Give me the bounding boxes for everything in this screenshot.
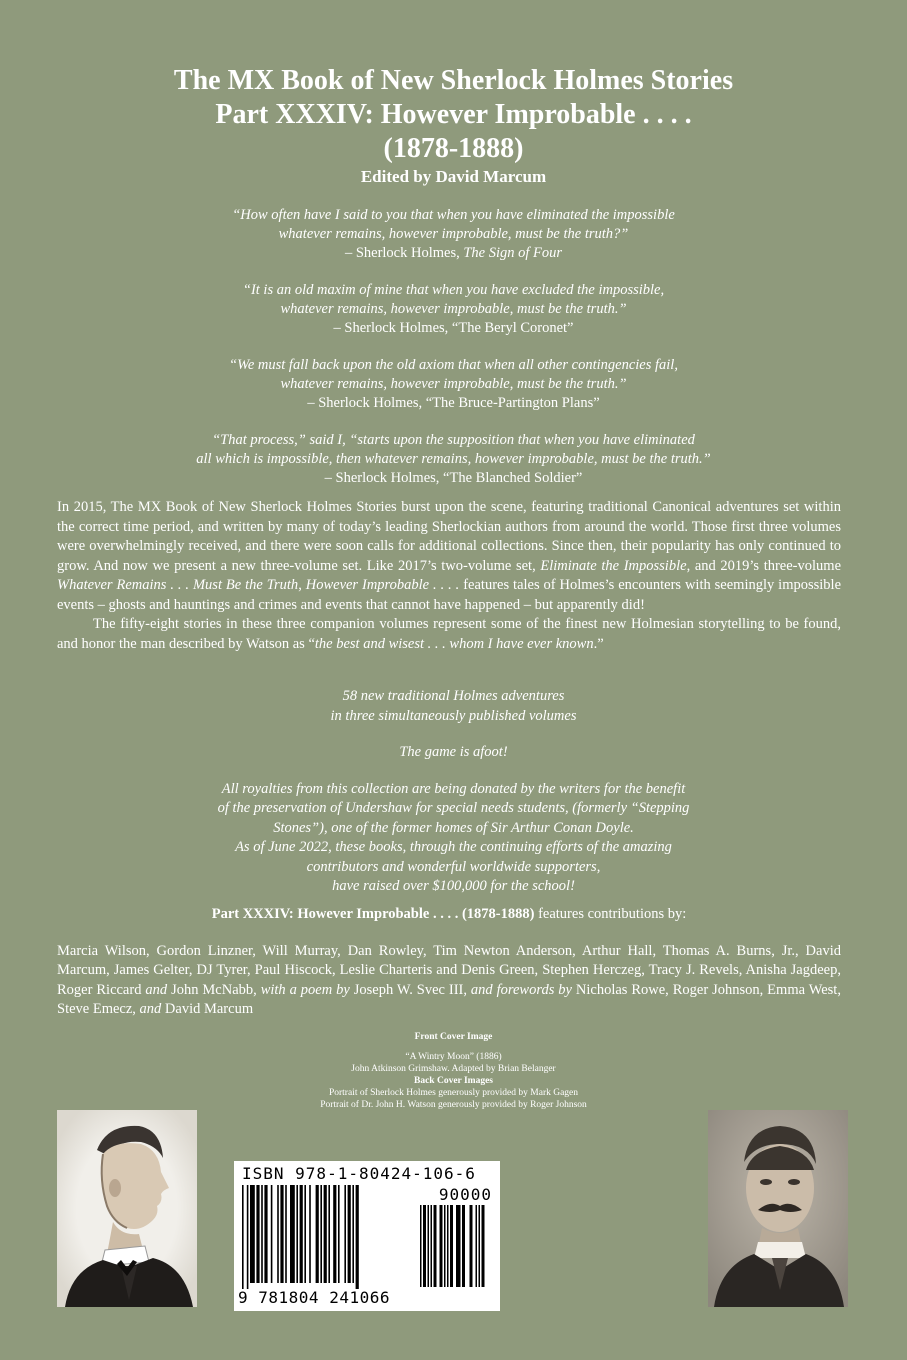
contributors-list: Marcia Wilson, Gordon Linzner, Will Murray, Dan Rowley, Tim Newton Anderson, Arthur Hall, Thomas A. Burns, Jr., David Marcum, James Gelter, DJ Tyrer, Paul Hiscock, Leslie Charteris and Denis Green, Stephen Herczeg, Tracy J. Revels, Anisha Jagdeep, Roger Riccard and John McNabb, with a poem by Joseph W. Svec III, and forewords by Nicholas Rowe, Roger Johnson, Emma West, Steve Emecz, and David Marcum	[57, 942, 841, 1017]
quote-attribution: – Sherlock Holmes, “The Beryl Coronet”	[333, 320, 574, 336]
back-cover-credit-2: Portrait of Dr. John H. Watson generously provided by Roger Johnson	[320, 1100, 587, 1110]
quote-text: “It is an old maxim of mine that when you have excluded the impossible,	[242, 282, 665, 298]
quote-2	[60, 281, 847, 338]
description-paragraph-1: In 2015, The MX Book of New Sherlock Holmes Stories burst upon the scene, featuring traditional Canonical adventures set within the correct time period, and written by many of today’s leading Sherlockian authors from around the world. Those first three volumes were overwhelmingly received, and there were soon calls for additional collections. Since then, their popularity has only continued to grow. And now we present a new three-volume set. Like 2017’s two-volume set, Eliminate the Impossible, and 2019’s three-volume Whatever Remains . . . Must Be the Truth, However Improbable . . . . features tales of Holmes’s encounters with seemingly impossible events – ghosts and hauntings and crimes and events that cannot have happened – but apparently did!	[57, 499, 842, 613]
front-cover-credit: John Atkinson Grimshaw. Adapted by Brian Belanger	[351, 1064, 556, 1074]
royalties-note: All royalties from this collection are being donated by the writers for the benefit of the preservation of Undershaw for special needs students, (formerly “Stepping Stones”), one of the former homes of Sir Arthur Conan Doyle. As of June 2022, these books, through the continuing efforts of the amazing contributors and wonderful worldwide supporters, have raised over $100,000 for the school!	[217, 780, 690, 894]
quote-3	[60, 356, 847, 413]
epigraph-quotes	[60, 206, 847, 506]
image-credits	[0, 1031, 907, 1111]
quote-attribution: – Sherlock Holmes, “The Bruce-Partington Plans”	[307, 395, 600, 411]
description-body	[57, 498, 841, 654]
quote-text: “How often have I said to you that when you have eliminated the impossible	[232, 207, 675, 223]
john-watson-portrait	[708, 1110, 848, 1307]
quote-text: all which is impossible, then whatever remains, however improbable, must be the truth.”	[196, 451, 711, 467]
quote-attribution: – Sherlock Holmes, The Sign of Four	[344, 245, 563, 261]
front-cover-title: “A Wintry Moon” (1886)	[405, 1052, 502, 1062]
header	[0, 64, 907, 188]
volumes-tagline: 58 new traditional Holmes adventures in three simultaneously published volumes	[330, 688, 577, 724]
isbn-barcode	[234, 1161, 500, 1311]
book-title-line-1: The MX Book of New Sherlock Holmes Stories	[173, 65, 734, 96]
quote-text: “We must fall back upon the old axiom that when all other contingencies fail,	[229, 357, 678, 373]
quote-text: whatever remains, however improbable, must be the truth?”	[278, 226, 629, 242]
quote-4	[60, 431, 847, 488]
quote-text: “That process,” said I, “starts upon the supposition that when you have eliminated	[212, 432, 695, 448]
game-afoot-tagline: The game is afoot!	[399, 744, 508, 760]
editor-credit: Edited by David Marcum	[360, 167, 547, 186]
sherlock-holmes-portrait	[57, 1110, 197, 1307]
watson-portrait-photo	[708, 1110, 848, 1307]
quote-1	[60, 206, 847, 263]
front-cover-heading: Front Cover Image	[414, 1032, 493, 1042]
ean-digits: 9 781804 241066	[238, 1288, 390, 1307]
quote-attribution: – Sherlock Holmes, “The Blanched Soldier”	[324, 470, 583, 486]
quote-source: The Sign of Four	[463, 245, 563, 261]
contributors-intro: Part XXXIV: However Improbable . . . . (1878-1888) features contributions by:	[211, 906, 687, 922]
contributors-section	[57, 905, 841, 1020]
book-title-line-3: (1878-1888)	[383, 133, 524, 164]
quote-text: whatever remains, however improbable, must be the truth.”	[280, 301, 627, 317]
holmes-portrait-illustration	[57, 1110, 197, 1307]
promo-block	[100, 687, 807, 914]
isbn-number: ISBN 978-1-80424-106-6	[242, 1164, 476, 1183]
back-cover-credit-1: Portrait of Sherlock Holmes generously provided by Mark Gagen	[328, 1088, 579, 1098]
quote-text: whatever remains, however improbable, must be the truth.”	[280, 376, 627, 392]
back-cover-heading: Back Cover Images	[414, 1076, 493, 1086]
description-paragraph-2: The fifty-eight stories in these three companion volumes represent some of the finest new Holmesian storytelling to be found, and honor the man described by Watson as “the best and wisest . . . whom I have ever known.”	[57, 616, 841, 652]
price-addon-code: 90000	[438, 1185, 492, 1204]
book-title-line-2: Part XXXIV: However Improbable . . . .	[215, 99, 692, 130]
